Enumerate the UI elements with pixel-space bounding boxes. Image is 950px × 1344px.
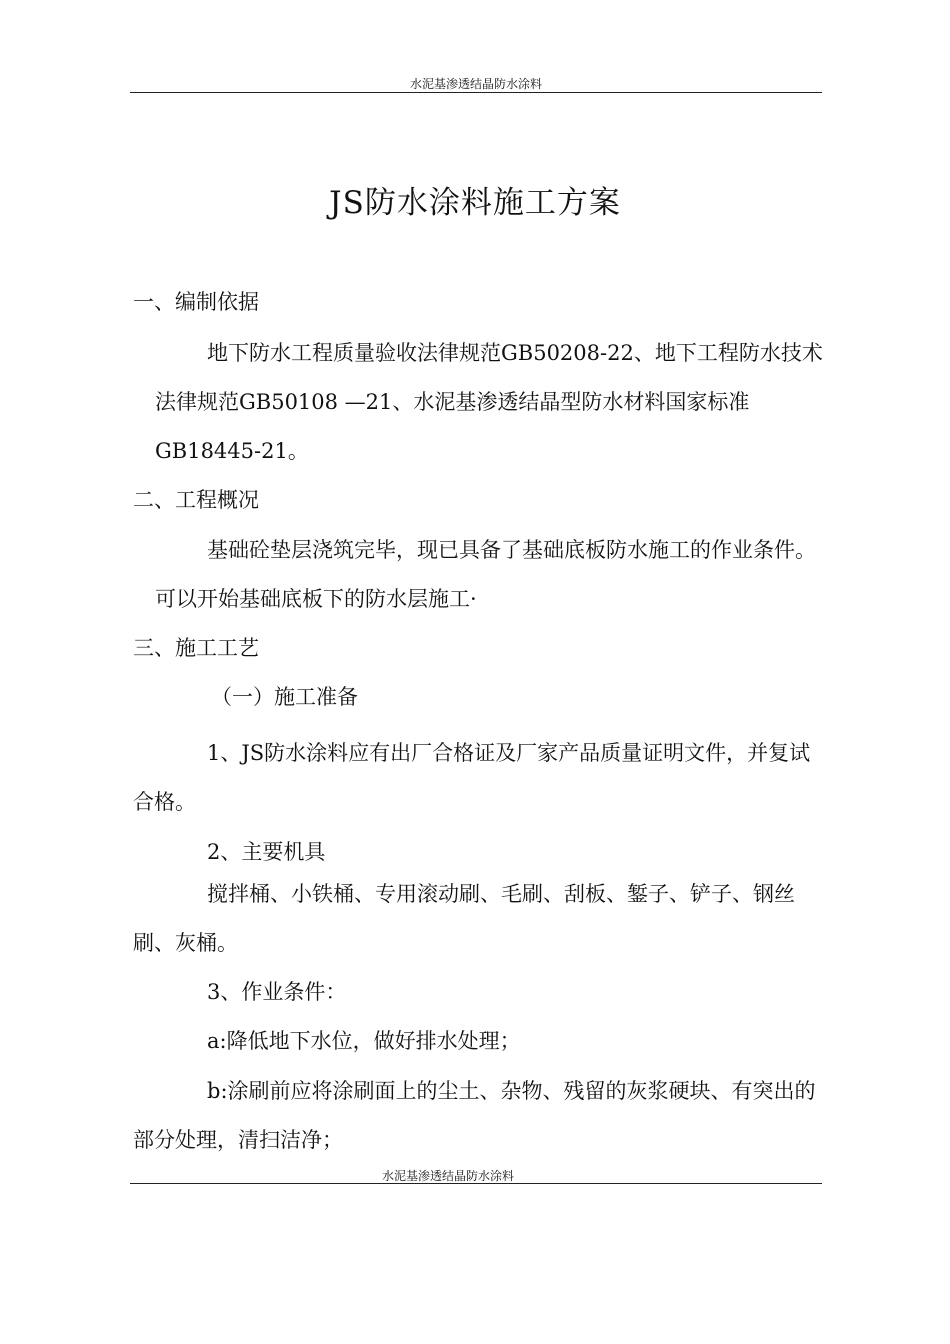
section-3-subheading: （一）施工准备	[211, 685, 358, 709]
section-3-heading: 三、施工工艺	[133, 636, 259, 660]
header-rule	[130, 92, 822, 93]
document-title: JS防水涂料施工方案	[329, 185, 621, 221]
footer-text: 水泥基渗透结晶防水涂料	[382, 1169, 515, 1183]
header-text: 水泥基渗透结晶防水涂料	[409, 77, 542, 91]
item-3-b: b:涂刷前应将涂刷面上的尘土、杂物、残留的灰浆硬块、有突出的部分处理，清扫洁净；	[133, 1079, 816, 1152]
page-header	[130, 77, 822, 91]
item-2-body: 搅拌桶、小铁桶、专用滚动刷、毛刷、刮板、錾子、铲子、钢丝刷、灰桶。	[133, 882, 795, 955]
item-2-title: 2、主要机具	[207, 840, 326, 864]
item-1: 1、JS防水涂料应有出厂合格证及厂家产品质量证明文件，并复试合格。	[133, 741, 811, 814]
section-1-heading: 一、编制依据	[133, 290, 259, 314]
section-2-heading: 二、工程概况	[133, 488, 259, 512]
item-3-a: a:降低地下水位，做好排水处理；	[207, 1029, 521, 1053]
section-1-body: 地下防水工程质量验收法律规范GB50208-22、地下工程防水技术法律规范GB50108 —21、水泥基渗透结晶型防水材料国家标准GB18445-21。	[155, 341, 823, 463]
footer-rule	[130, 1183, 822, 1184]
item-3-title: 3、作业条件：	[207, 980, 347, 1004]
section-2-body: 基础砼垫层浇筑完毕，现已具备了基础底板防水施工的作业条件。可以开始基础底板下的防水层施工·	[155, 538, 816, 611]
